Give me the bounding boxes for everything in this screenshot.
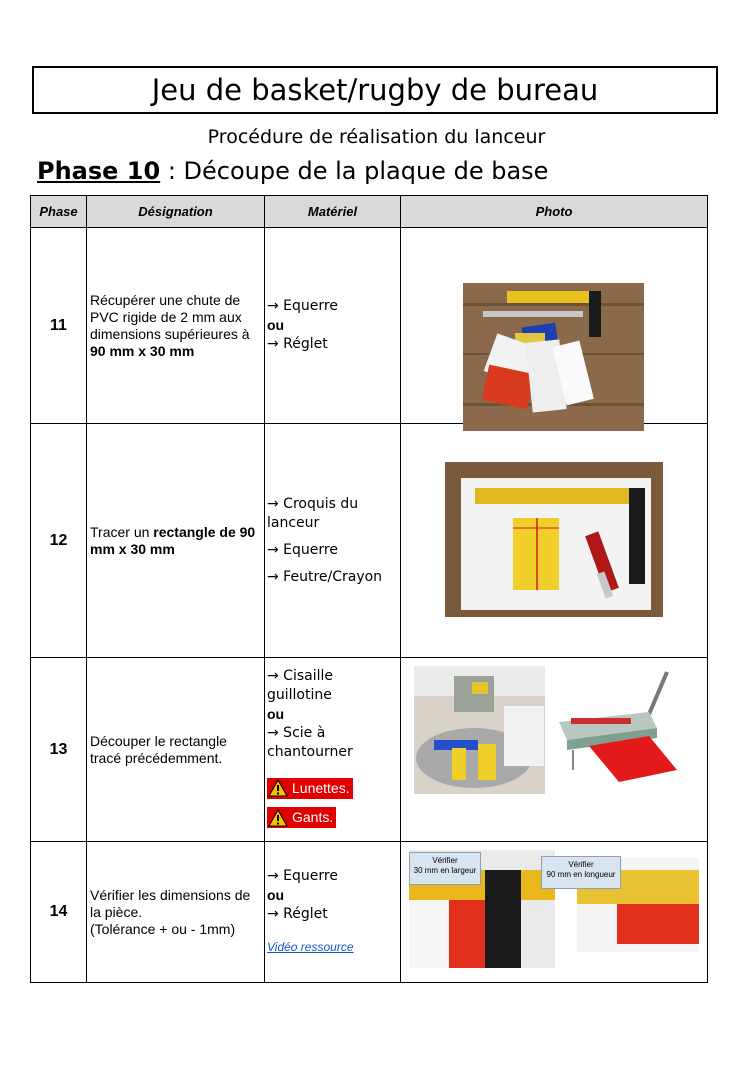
materiel-item: → Réglet bbox=[267, 906, 328, 922]
materiel-item: → Equerre bbox=[267, 298, 338, 314]
phase-title: : Découpe de la plaque de base bbox=[160, 157, 549, 185]
phase-label: Phase 10 bbox=[37, 157, 161, 185]
header-materiel: Matériel bbox=[265, 196, 401, 228]
warning-icon bbox=[268, 809, 288, 827]
designation-cell bbox=[87, 424, 265, 658]
materiel-item: → Scie à chantourner bbox=[267, 724, 353, 760]
materiel-item: → Feutre/Crayon bbox=[267, 568, 383, 585]
materiel-item: → Equerre bbox=[267, 868, 338, 884]
designation-bold: rectangle de 90 mm x 30 mm bbox=[90, 523, 256, 557]
materiel-item: → Cisaille guillotine bbox=[267, 667, 334, 703]
callout-width bbox=[409, 852, 481, 885]
header-phase: Phase bbox=[31, 196, 87, 228]
table-header-row bbox=[31, 196, 708, 228]
video-resource-link[interactable]: Vidéo ressource bbox=[267, 940, 354, 954]
table-row bbox=[31, 658, 708, 842]
materiel-cell bbox=[265, 424, 401, 658]
document-subtitle: Procédure de réalisation du lanceur bbox=[207, 126, 546, 148]
warning-icon bbox=[268, 779, 288, 797]
warning-gloves bbox=[267, 807, 336, 828]
materiel-item: → Equerre bbox=[267, 541, 338, 558]
photo-cell bbox=[401, 228, 708, 424]
table-row bbox=[31, 842, 708, 983]
phase-number: 11 bbox=[31, 228, 87, 424]
phase-number: 13 bbox=[31, 658, 87, 842]
designation-cell bbox=[87, 658, 265, 842]
table-row bbox=[31, 424, 708, 658]
designation-text: Tracer un bbox=[90, 523, 154, 540]
callout-length-line2: 90 mm en longueur bbox=[546, 870, 616, 879]
procedure-table bbox=[30, 195, 708, 983]
warning-gloves-label: Gants. bbox=[292, 809, 334, 825]
materiel-or: ou bbox=[267, 705, 285, 722]
photo-cutting-setup bbox=[414, 666, 545, 794]
callout-width-line2: 30 mm en largeur bbox=[413, 866, 477, 875]
photo-guillotine bbox=[549, 666, 689, 794]
warning-glasses-label: Lunettes. bbox=[292, 779, 350, 796]
materiel-or: ou bbox=[267, 317, 285, 333]
materiel-cell bbox=[265, 228, 401, 424]
warning-glasses bbox=[267, 778, 353, 799]
header-designation: Désignation bbox=[87, 196, 265, 228]
photo-marking-rectangle bbox=[445, 462, 663, 617]
designation-bold: 90 mm x 30 mm bbox=[90, 342, 195, 359]
photo-cell bbox=[401, 842, 708, 983]
materiel-cell bbox=[265, 658, 401, 842]
callout-width-line1: Vérifier bbox=[432, 856, 458, 865]
materiel-item: → Réglet bbox=[267, 336, 328, 352]
phase-number: 12 bbox=[31, 424, 87, 658]
callout-length-line1: Vérifier bbox=[568, 860, 594, 869]
designation-tolerance: (Tolérance + ou - 1mm) bbox=[90, 920, 236, 937]
materiel-or: ou bbox=[267, 887, 285, 903]
phase-heading bbox=[37, 157, 548, 185]
designation-cell bbox=[87, 842, 265, 983]
photo-cell bbox=[401, 424, 708, 658]
phase-number: 14 bbox=[31, 842, 87, 983]
table-row bbox=[31, 228, 708, 424]
designation-text: Récupérer une chute de PVC rigide de 2 mm aux dimensions supérieures à bbox=[90, 291, 250, 342]
materiel-item: → Croquis du lanceur bbox=[267, 495, 359, 531]
photo-cell bbox=[401, 658, 708, 842]
header-photo: Photo bbox=[401, 196, 708, 228]
document-title-box bbox=[32, 66, 718, 114]
document-title: Jeu de basket/rugby de bureau bbox=[151, 73, 599, 107]
photo-pvc-scraps bbox=[463, 283, 644, 431]
designation-text: Vérifier les dimensions de la pièce. bbox=[90, 886, 251, 920]
materiel-cell bbox=[265, 842, 401, 983]
designation-text: Découper le rectangle tracé précédemment. bbox=[90, 732, 227, 766]
callout-length bbox=[541, 856, 621, 889]
designation-cell bbox=[87, 228, 265, 424]
